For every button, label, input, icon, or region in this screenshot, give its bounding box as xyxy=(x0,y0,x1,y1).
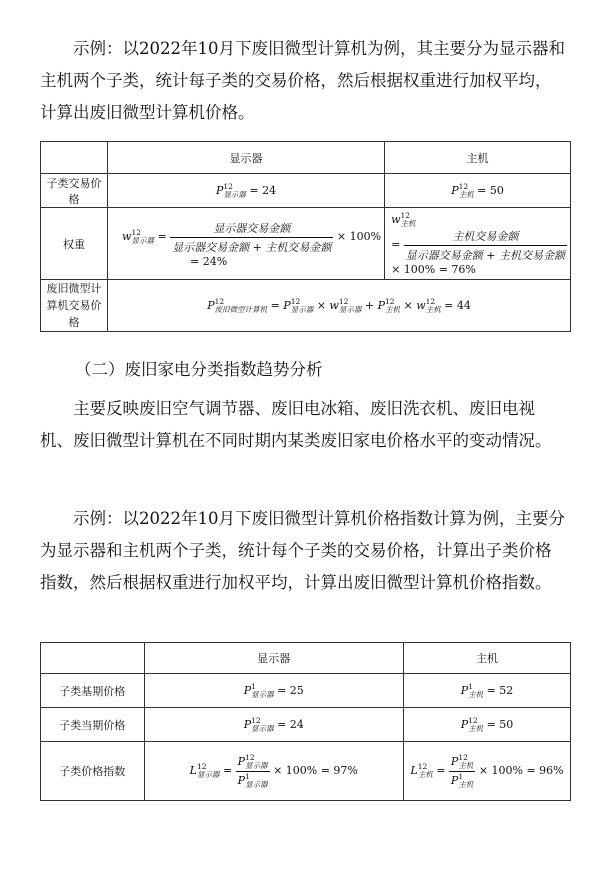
paragraph-description: 主要反映废旧空气调节器、废旧电冰箱、废旧洗衣机、废旧电视机、废旧微型计算机在不同时期内某类废旧家电价格水平的变动情况。 xyxy=(40,399,552,450)
row-label-weight: 权重 xyxy=(41,208,108,280)
row-label-price-index: 子类价格指数 xyxy=(41,742,145,801)
header-monitor: 显示器 xyxy=(144,643,404,674)
table-row xyxy=(41,674,571,708)
table-row xyxy=(41,708,571,742)
table-row xyxy=(41,742,571,801)
formula-index-monitor: L 12 显示器 = P 12 显示器 P 1 显示器 × 100% = 97% xyxy=(144,742,404,801)
formula-current-monitor: P 12 显示器 = 24 xyxy=(144,708,404,742)
formula-p-monitor: P 12 显示器 = 24 xyxy=(108,174,385,208)
formula-current-host: P 12 主机 = 50 xyxy=(404,708,571,742)
table-row xyxy=(41,174,571,208)
header-host: 主机 xyxy=(385,142,571,174)
row-label-computer: 废旧微型计算机交易价格 xyxy=(41,280,108,332)
formula-base-host: P 1 主机 = 52 xyxy=(404,674,571,708)
index-table xyxy=(40,642,571,801)
section-heading: （二）废旧家电分类指数趋势分析 xyxy=(75,360,323,379)
row-label-current-price: 子类当期价格 xyxy=(41,708,145,742)
empty-header-cell xyxy=(41,643,145,674)
price-table xyxy=(40,141,571,332)
row-label-price: 子类交易价格 xyxy=(41,174,108,208)
empty-header-cell xyxy=(41,142,108,174)
formula-index-host: L 12 主机 = P 12 主机 P 1 主机 × 100% = 96% xyxy=(404,742,571,801)
formula-w-host: w 12 主机 = $\frac{\text{主机交易金额}}{\text{显示器交易金额 + 主机交易金额}}$ × 100% = 76% xyxy=(385,208,571,280)
formula-w-monitor: w 12 显示器 = $\frac{\text{显示器交易金额}}{\text{显示器交易金额 + 主机交易金额}}$ × 100% = 24% xyxy=(108,208,385,280)
paragraph-example-1: 示例：以2022年10月下废旧微型计算机为例，其主要分为显示器和主机两个子类，统计每子类的交易价格，然后根据权重进行加权平均，计算出废旧微型计算机价格。 xyxy=(40,39,565,122)
table-row xyxy=(41,280,571,332)
formula-computer-price: P 12 废旧微型计算机 = P 12 显示器 × w 12 显示器 + P 12 主机 × w 12 主机 = 44 xyxy=(108,280,571,332)
header-host: 主机 xyxy=(404,643,571,674)
table-row xyxy=(41,208,571,280)
table-header-row xyxy=(41,142,571,174)
table-header-row xyxy=(41,643,571,674)
formula-p-host: P 12 主机 = 50 xyxy=(385,174,571,208)
header-monitor: 显示器 xyxy=(108,142,385,174)
row-label-base-price: 子类基期价格 xyxy=(41,674,145,708)
paragraph-example-2: 示例：以2022年10月下废旧微型计算机价格指数计算为例，主要分为显示器和主机两个子类，统计每个子类的交易价格，计算出子类价格指数，然后根据权重进行加权平均，计算出废旧微型计算机价格指数。 xyxy=(40,509,565,592)
formula-base-monitor: P 1 显示器 = 25 xyxy=(144,674,404,708)
